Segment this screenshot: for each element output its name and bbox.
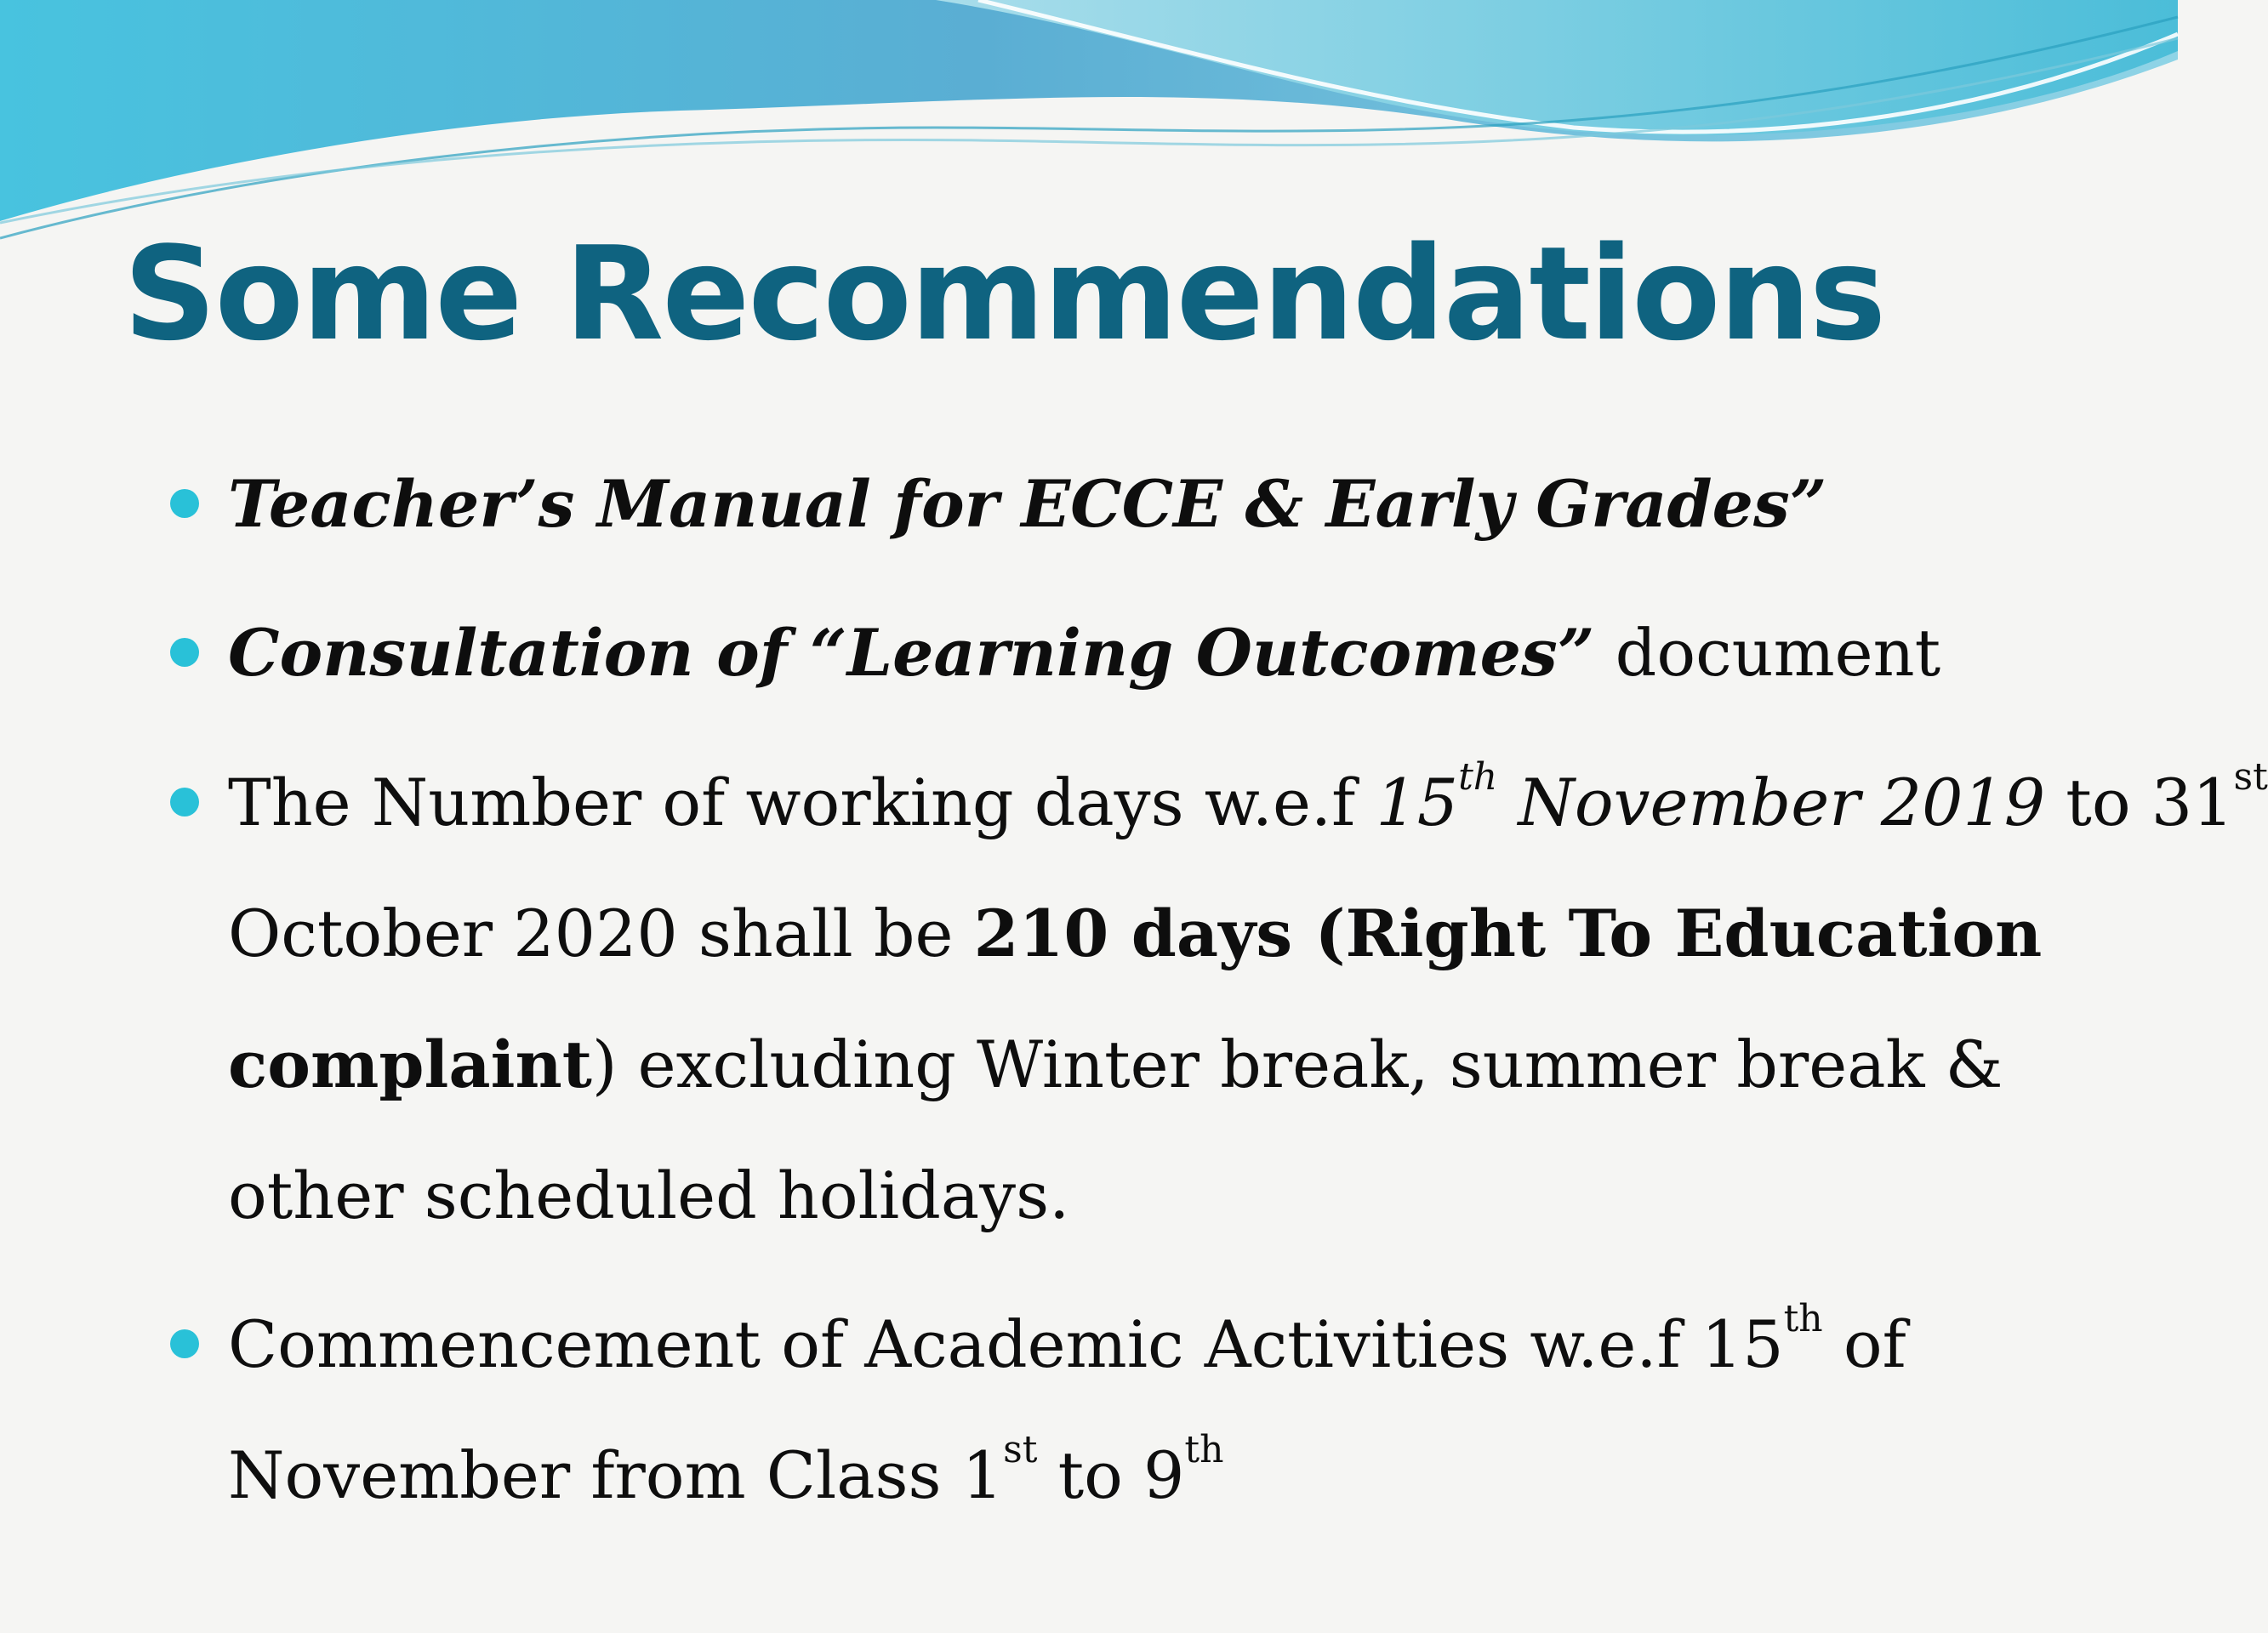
bullet-text: Commencement of Academic Activities w.e.f 15 <box>228 1306 1784 1382</box>
bullet-text: October 2020 shall be <box>228 896 974 971</box>
date-month: November 2019 <box>1497 765 2046 840</box>
bullet-text: November from Class 1 <box>228 1437 1004 1513</box>
bullet-text-bold: complaint <box>228 1027 592 1102</box>
bullet-text: to 9 <box>1037 1437 1185 1513</box>
slide-title: Some Recommendations <box>123 219 1885 369</box>
bullet-text-bold: 210 days (Right To Education <box>973 896 2043 971</box>
bullet-text-bold: Consultation of “Learning Outcomes” <box>228 615 1595 691</box>
date-suffix: th <box>1458 755 1498 799</box>
bullet-text: document <box>1594 615 1941 691</box>
bullet-text: other scheduled holidays. <box>228 1158 1070 1233</box>
date-suffix: th <box>1783 1297 1823 1341</box>
bullet-dot-icon <box>170 788 199 816</box>
bullet-dot-icon <box>170 489 199 518</box>
bullet-dot-icon <box>170 1329 199 1358</box>
bullet-text: of <box>1822 1306 1906 1382</box>
date-number: 15 <box>1376 765 1459 840</box>
bullet-item-working-days <box>228 737 2268 1261</box>
bullet-text: ) excluding Winter break, summer break & <box>591 1027 2003 1102</box>
bullet-item-manual <box>228 439 2100 570</box>
class-suffix: th <box>1184 1428 1224 1472</box>
bullet-dot-icon <box>170 638 199 667</box>
bullet-text: to 31 <box>2045 765 2234 840</box>
class-suffix: st <box>1003 1428 1038 1472</box>
bullet-item-consultation <box>228 588 2100 719</box>
bullet-text: Teacher’s Manual for ECCE & Early Grades” <box>228 466 1827 542</box>
bullet-text: The Number of working days w.e.f <box>228 765 1376 840</box>
bullet-item-commencement <box>228 1279 2100 1541</box>
date-suffix: st <box>2233 755 2268 799</box>
